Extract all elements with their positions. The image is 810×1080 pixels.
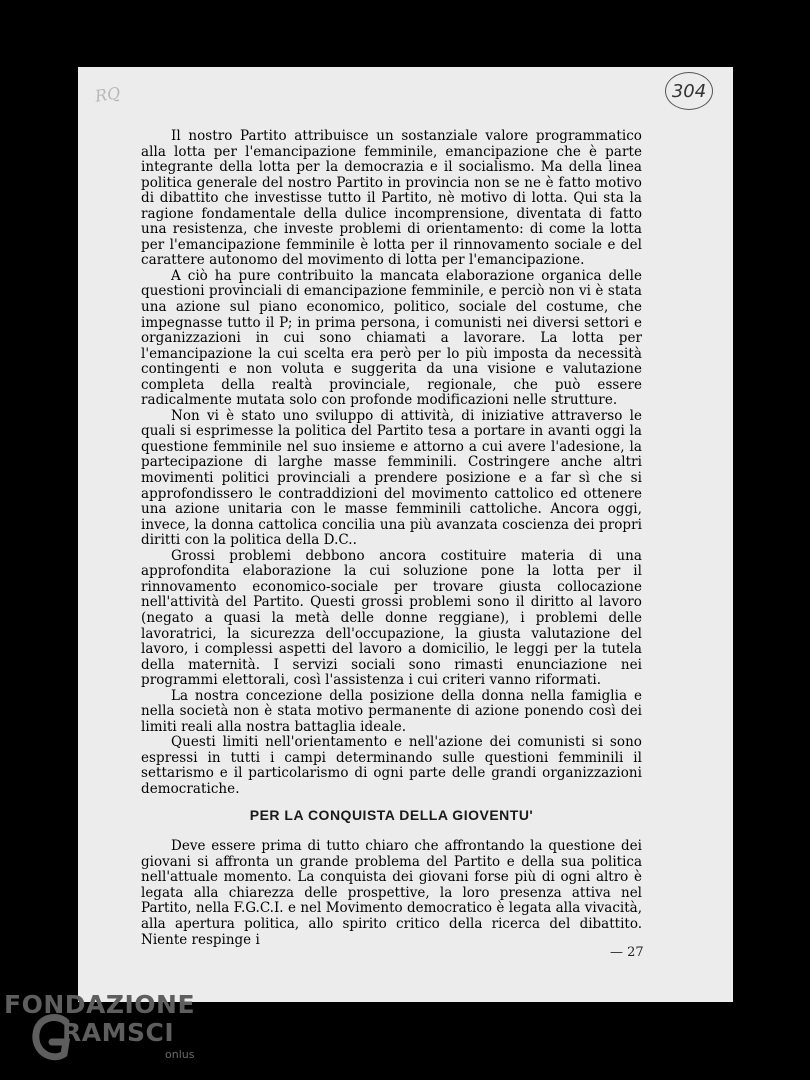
section-heading: PER LA CONQUISTA DELLA GIOVENTU' (249, 807, 534, 823)
paragraph: Non vi è stato uno sviluppo di attività, di iniziative attraverso le quali si esprimesse la politica del Partito tesa a portare in avanti oggi la questione femminile nel suo insieme e attorno a cui avere l'adesione, la partecipazione di larghe masse femminili. Costringere anche altri movimenti politici provinciali a prendere posizione e a far sì che si approfondissero le contraddizioni del movimento cattolico ed ottenere una azione unitaria con le masse femminili cattoliche. Ancora oggi, invece, la donna cattolica concilia una più avanzata coscienza dei propri diritti con la politica della D.C.. (141, 407, 642, 549)
paragraph: Deve essere prima di tutto chiaro che affrontando la questione dei giovani si affronta un grande problema del Partito e della sua politica nell'attuale momento. La conquista dei giovani forse più di ogni altro è legata alla chiarezza delle prospettive, la loro presenza attiva nel Partito, nella F.G.C.I. e nel Movimento democratico è legata alla vivacità, alla apertura politica, allo spirito critico della ricerca del dibattito. Niente respinge i (141, 838, 642, 948)
paragraph: Questi limiti nell'orientamento e nell'azione dei comunisti si sono espressi in tutti i campi determinando sulle questioni femminili il settarismo e il particolarismo di ogni parte delle grandi organizzazioni democratiche. (141, 734, 642, 797)
section-youth-text (141, 839, 642, 948)
archive-number-stamp (665, 72, 713, 110)
paragraph: Grossi problemi debbono ancora costituire materia di una approfondita elaborazione la cui soluzione pone la lotta per il rinnovamento economico-sociale per trovare giusta collocazione nell'attività del Partito. Questi grossi problemi sono il diritto al lavoro (negato a quasi la metà delle donne reggiane), i problemi delle lavoratrici, la sicurezza dell'occupazione, la giusta valutazione del lavoro, i complessi aspetti del lavoro a domicilio, le leggi per la tutela della maternità. I servizi sociali sono rimasti enunciazione nei programmi elettorali, così l'assistenza i cui criteri vanno riformati. (141, 547, 642, 689)
logo-text-line1: FONDAZIONE (4, 990, 196, 1019)
paragraph: La nostra concezione della posizione della donna nella famiglia e nella società non è stata motivo permanente di azione ponendo così dei limiti reali alla nostra battaglia ideale. (141, 687, 642, 735)
paragraph: A ciò ha pure contribuito la mancata elaborazione organica delle questioni provinciali di emancipazione femminile, e perciò non vi è stata una azione sul piano economico, politico, sociale del costume, che impegnasse tutto il P; in prima persona, i comunisti nei diversi settori e organizzazioni in cui sono chiamati a lavorare. La lotta per l'emancipazione la cui scelta era però per lo più imposta da necessità contingenti e non voluta e suggerita da una visione e valutazione completa della realtà provinciale, regionale, che può essere radicalmente mutata solo con profonde modificazioni nelle strutture. (141, 267, 642, 409)
paragraph: Il nostro Partito attribuisce un sostanziale valore programmatico alla lotta per l'emancipazione femminile, emancipazione che è parte integrante della lotta per la democrazia e il socialismo. Ma della linea politica generale del nostro Partito in provincia non se ne è fatto motivo di dibattito che investisse tutto il Partito, nè motivo di lotta. Qui sta la ragione fondamentale della dulice incomprensione, diventata di fatto una resistenza, che investe problemi di orientamento: di come la lotta per l'emancipazione femminile è lotta per il rinnovamento sociale e del carattere autonomo del movimento di lotta per l'emancipazione. (141, 128, 642, 269)
handwritten-mark: RQ (93, 83, 122, 106)
archive-number: 304 (671, 80, 707, 102)
logo-text-line2: RAMSCI (62, 1018, 175, 1047)
page-number: — 27 (610, 945, 644, 960)
logo-subtitle: onlus (165, 1048, 195, 1061)
section-emancipation-text (141, 129, 642, 798)
archive-logo (0, 990, 220, 1080)
